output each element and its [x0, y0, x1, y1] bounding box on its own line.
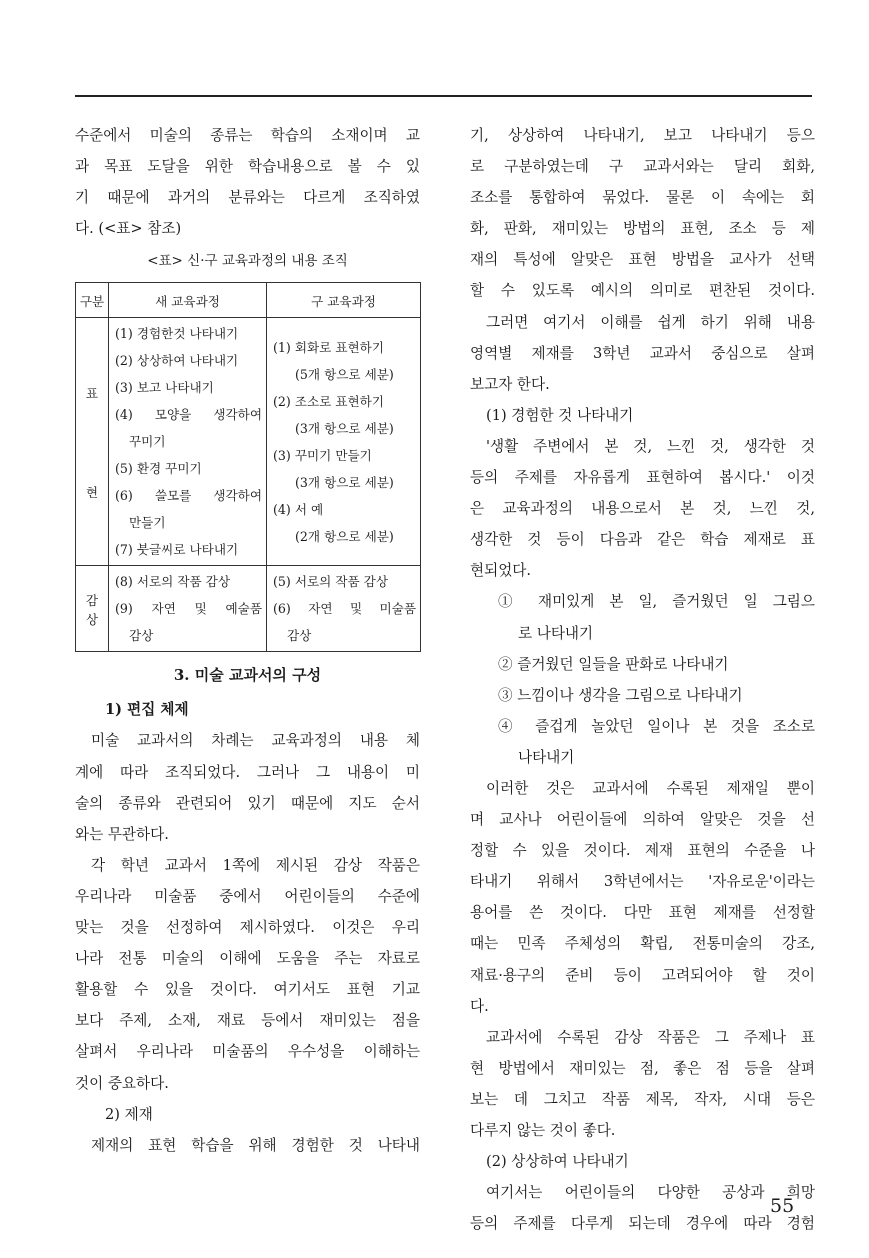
text-line: 그러면 여기서 이해를 쉽게 하기 위해 내용: [486, 313, 815, 331]
text-line: 정할 수 있을 것이다. 제재 표현의 수준을 나: [470, 842, 815, 860]
text-line: 등의 주제를 자유롭게 표현하여 봅시다.' 이것: [470, 469, 815, 487]
table-cell-line: (3개 항으로 세분): [295, 420, 394, 436]
text-line: 며 교사나 어린이들에 의하여 알맞은 것을 선: [470, 811, 815, 829]
text-line: 다.: [470, 997, 489, 1015]
text-line: '생활 주변에서 본 것, 느낀 것, 생각한 것: [486, 437, 815, 455]
new-curriculum-cell: [109, 318, 267, 566]
text-line: 조소를 통합하여 묶었다. 물론 이 속에는 회: [470, 189, 815, 207]
table-caption: <표> 신·구 교육과정의 내용 조직: [147, 253, 348, 270]
text-line: 살펴서 우리나라 미술품의 우수성을 이해하는: [75, 1043, 420, 1061]
list-item: ① 재미있게 본 일, 즐거웠던 일 그림으: [498, 593, 815, 611]
list-item: ② 즐거웠던 일들을 판화로 나타내기: [498, 655, 729, 673]
row-label-appreciation: [76, 566, 109, 652]
text-line: 계에 따라 조직되었다. 그러나 그 내용이 미: [75, 763, 420, 781]
text-line: 로 구분하였는데 구 교과서와는 달리 회화,: [470, 158, 815, 176]
table-header: 구 교육과정: [267, 283, 421, 318]
right-column: [470, 120, 815, 1239]
table-cell-line: (3) 꾸미기 만들기: [273, 447, 372, 463]
left-column: [75, 120, 420, 1161]
text-line: 맞는 것을 선정하여 제시하였다. 이것은 우리: [75, 919, 420, 937]
table-header: 새 교육과정: [109, 283, 267, 318]
text-line: 현되었다.: [470, 562, 532, 580]
new-curriculum-cell: [109, 566, 267, 652]
section-heading: 3. 미술 교과서의 구성: [173, 666, 322, 685]
text-line: 재의 특성에 알맞은 표현 방법을 교사가 선택: [470, 251, 815, 269]
text-line: 우리나라 미술품 중에서 어린이들의 수준에: [75, 887, 420, 905]
table-cell-line: (2) 조소로 표현하기: [273, 393, 385, 409]
table-cell-line: (3) 보고 나타내기: [115, 380, 214, 396]
text-line: 보다 주제, 소재, 재료 등에서 재미있는 점을: [75, 1012, 420, 1030]
subsection-heading: (1) 경험한 것 나타내기: [486, 406, 634, 424]
table-cell-line: (6) 자연 및 미술품: [273, 601, 416, 617]
list-item-continuation: 나타내기: [518, 748, 575, 766]
row-label-expression: [76, 318, 109, 566]
table-cell-line: (2) 상상하여 나타내기: [115, 353, 239, 369]
subsection-heading: (2) 상상하여 나타내기: [486, 1153, 629, 1171]
text-line: 와는 무관하다.: [75, 825, 169, 843]
text-line: 술의 종류와 관련되어 있기 때문에 지도 순서: [75, 794, 420, 812]
text-line: 각 학년 교과서 1쪽에 제시된 감상 작품은: [91, 856, 420, 874]
text-line: 은 교육과정의 내용으로서 본 것, 느낀 것,: [470, 500, 815, 518]
text-line: 과 목표 도달을 위한 학습내용으로 볼 수 있: [75, 158, 420, 176]
table-cell-line: (5) 서로의 작품 감상: [273, 574, 389, 590]
text-line: 다루지 않는 것이 좋다.: [470, 1122, 616, 1139]
table-cell-line: (3개 항으로 세분): [295, 474, 394, 490]
text-line: 보고자 한다.: [470, 375, 550, 393]
table-cell-line: (4) 모양을 생각하여: [115, 407, 262, 423]
subsection-heading: 2) 제재: [105, 1105, 153, 1123]
table-cell-line: (5) 환경 꾸미기: [115, 461, 202, 477]
text-line: 것이 중요하다.: [75, 1074, 169, 1092]
table-cell-line: (2개 항으로 세분): [295, 528, 394, 544]
old-curriculum-cell: [267, 566, 421, 652]
row-label-char: 현: [85, 484, 99, 500]
table-cell-line: 감상: [129, 628, 154, 644]
text-line: 용어를 쓴 것이다. 다만 표현 제재를 선정할: [470, 904, 815, 922]
list-item: ④ 즐겁게 놀았던 일이나 본 것을 조소로: [498, 717, 815, 735]
text-line: 여기서는 어린이들의 다양한 공상과 희망: [486, 1184, 815, 1202]
text-line: 활용할 수 있을 것이다. 여기서도 표현 기교: [75, 981, 420, 999]
text-line: 이러한 것은 교과서에 수록된 제재일 뿐이: [486, 779, 815, 797]
old-curriculum-cell: [267, 318, 421, 566]
text-line: 기, 상상하여 나타내기, 보고 나타내기 등으: [470, 127, 815, 144]
text-line: 미술 교과서의 차례는 교육과정의 내용 체: [91, 732, 420, 750]
table-cell-line: (9) 자연 및 예술품: [115, 601, 262, 617]
row-label-char: 감: [85, 592, 99, 608]
text-line: 수준에서 미술의 종류는 학습의 소재이며 교: [75, 127, 420, 144]
text-line: 나라 전통 미술의 이해에 도움을 주는 자료로: [75, 950, 420, 968]
table-cell-line: (6) 쓸모를 생각하여: [115, 488, 262, 504]
text-line: 제재의 표현 학습을 위해 경험한 것 나타내: [91, 1136, 420, 1154]
subsection-heading: 1) 편집 체제: [105, 701, 189, 719]
list-item: ③ 느낌이나 생각을 그림으로 나타내기: [498, 686, 743, 704]
text-line: 보는 데 그치고 작품 제목, 작자, 시대 등은: [470, 1090, 815, 1108]
table-cell-line: (1) 경험한것 나타내기: [115, 326, 239, 342]
list-item-continuation: 로 나타내기: [518, 624, 594, 642]
page-number: 55: [770, 1195, 795, 1217]
text-line: 재료·용구의 준비 등이 고려되어야 할 것이: [470, 966, 815, 984]
table-cell-line: 꾸미기: [129, 434, 166, 450]
table-cell-line: 만들기: [129, 515, 166, 531]
table-cell-line: (1) 회화로 표현하기: [273, 339, 385, 355]
text-line: 영역별 제재를 3학년 교과서 중심으로 살펴: [470, 344, 815, 362]
text-line: 생각한 것 등이 다음과 같은 학습 제재로 표: [470, 531, 815, 549]
table-cell-line: (8) 서로의 작품 감상: [115, 574, 231, 590]
table-cell-line: (7) 붓글씨로 나타내기: [115, 542, 239, 558]
table-header: 구분: [76, 283, 109, 318]
text-line: 타내기 위해서 3학년에서는 '자유로운'이라는: [470, 873, 815, 891]
table-cell-line: (5개 항으로 세분): [295, 366, 394, 382]
row-label-char: 상: [85, 611, 99, 627]
text-line: 교과서에 수록된 감상 작품은 그 주제나 표: [486, 1028, 815, 1046]
row-label-char: 표: [85, 385, 99, 401]
text-line: 다. (<표> 참조): [75, 220, 182, 238]
text-line: 현 방법에서 재미있는 점, 좋은 점 등을 살펴: [470, 1059, 815, 1077]
text-line: 때는 민족 주체성의 확립, 전통미술의 강조,: [470, 935, 815, 953]
text-line: 기 때문에 과거의 분류와는 다르게 조직하였: [75, 189, 420, 207]
text-line: 화, 판화, 재미있는 방법의 표현, 조소 등 제: [470, 220, 815, 238]
table-cell-line: 감상: [287, 628, 312, 644]
curriculum-table: [75, 282, 421, 652]
table-cell-line: (4) 서 예: [273, 501, 324, 517]
header-rule: [75, 95, 812, 97]
text-line: 할 수 있도록 예시의 의미로 편찬된 것이다.: [470, 282, 815, 300]
text-line: 등의 주제를 다루게 되는데 경우에 따라 경험: [470, 1215, 815, 1233]
